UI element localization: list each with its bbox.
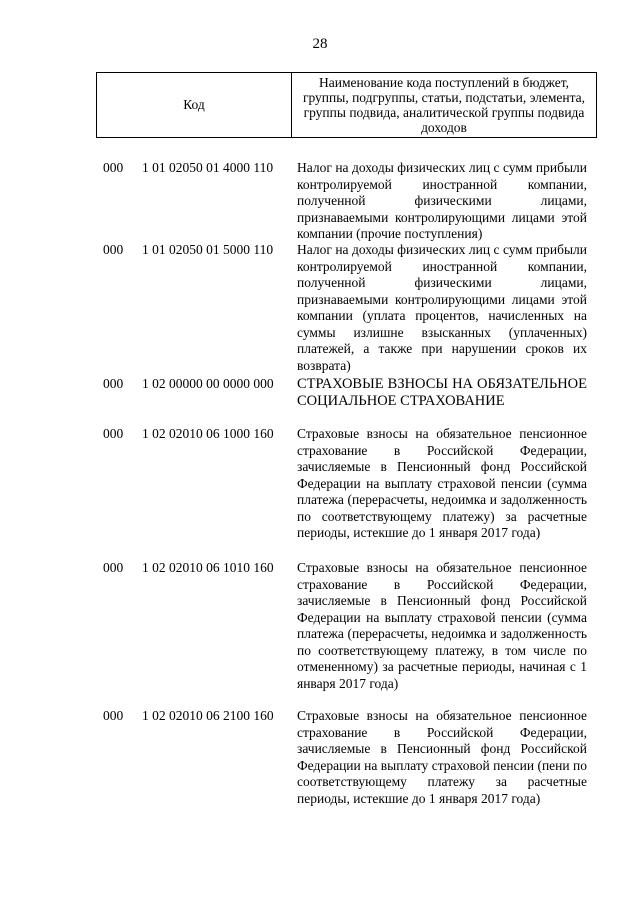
budget-classification-code: 1 02 02010 06 1000 160 <box>142 426 274 441</box>
budget-classification-code: 1 01 02050 01 5000 110 <box>142 242 274 257</box>
table-row <box>96 160 597 242</box>
income-name: СТРАХОВЫЕ ВЗНОСЫ НА ОБЯЗАТЕЛЬНОЕ СОЦИАЛЬНОЕ СТРАХОВАНИЕ <box>297 376 587 409</box>
admin-code: 000 <box>103 560 124 575</box>
admin-code: 000 <box>103 426 124 441</box>
header-code-column: Код <box>97 73 292 137</box>
table-header <box>96 72 597 138</box>
budget-classification-code: 1 02 02010 06 2100 160 <box>142 708 274 723</box>
admin-code: 000 <box>103 708 124 723</box>
table-row <box>96 426 597 560</box>
table-row <box>96 376 597 426</box>
budget-classification-code: 1 02 00000 00 0000 000 <box>142 376 274 391</box>
income-codes-list <box>96 160 597 826</box>
table-row <box>96 708 597 826</box>
table-row <box>96 242 597 376</box>
admin-code: 000 <box>103 242 124 257</box>
income-name: Страховые взносы на обязательное пенсионное страхование в Российской Федерации, зачисляемые в Пенсионный фонд Российской Федерации на выплату страховой пенсии (сумма платежа (перерасчеты, недоимка и задолженность по соответствующему платежу, в том числе по отмененному) за расчетные периоды, начиная с 1 января 2017 года) <box>297 560 587 691</box>
budget-classification-code: 1 01 02050 01 4000 110 <box>142 160 274 175</box>
page-number: 28 <box>312 36 328 52</box>
income-name: Налог на доходы физических лиц с сумм прибыли контролируемой иностранной компании, полученной физическими лицами, признаваемыми контролирующими лицами этой компании (прочие поступления) <box>297 160 587 241</box>
header-name-column: Наименование кода поступлений в бюджет, группы, подгруппы, статьи, подстатьи, элемента, группы подвида, аналитической группы подвида доходов <box>302 75 586 135</box>
income-name: Налог на доходы физических лиц с сумм прибыли контролируемой иностранной компании, полученной физическими лицами, признаваемыми контролирующими лицами этой компании (уплата процентов, начисленных на суммы излишне взысканных (уплаченных) платежей, а также при нарушении сроков их возврата) <box>297 242 587 373</box>
income-name: Страховые взносы на обязательное пенсионное страхование в Российской Федерации, зачисляемые в Пенсионный фонд Российской Федерации на выплату страховой пенсии (сумма платежа (перерасчеты, недоимка и задолженность по соответствующему платежу) за расчетные периоды, истекшие до 1 января 2017 года) <box>297 426 587 540</box>
admin-code: 000 <box>103 376 124 391</box>
budget-classification-code: 1 02 02010 06 1010 160 <box>142 560 274 575</box>
table-row <box>96 560 597 708</box>
income-name: Страховые взносы на обязательное пенсионное страхование в Российской Федерации, зачисляемые в Пенсионный фонд Российской Федерации на выплату страховой пенсии (пени по соответствующему платежу за расчетные периоды, истекшие до 1 января 2017 года) <box>297 708 587 806</box>
admin-code: 000 <box>103 160 124 175</box>
